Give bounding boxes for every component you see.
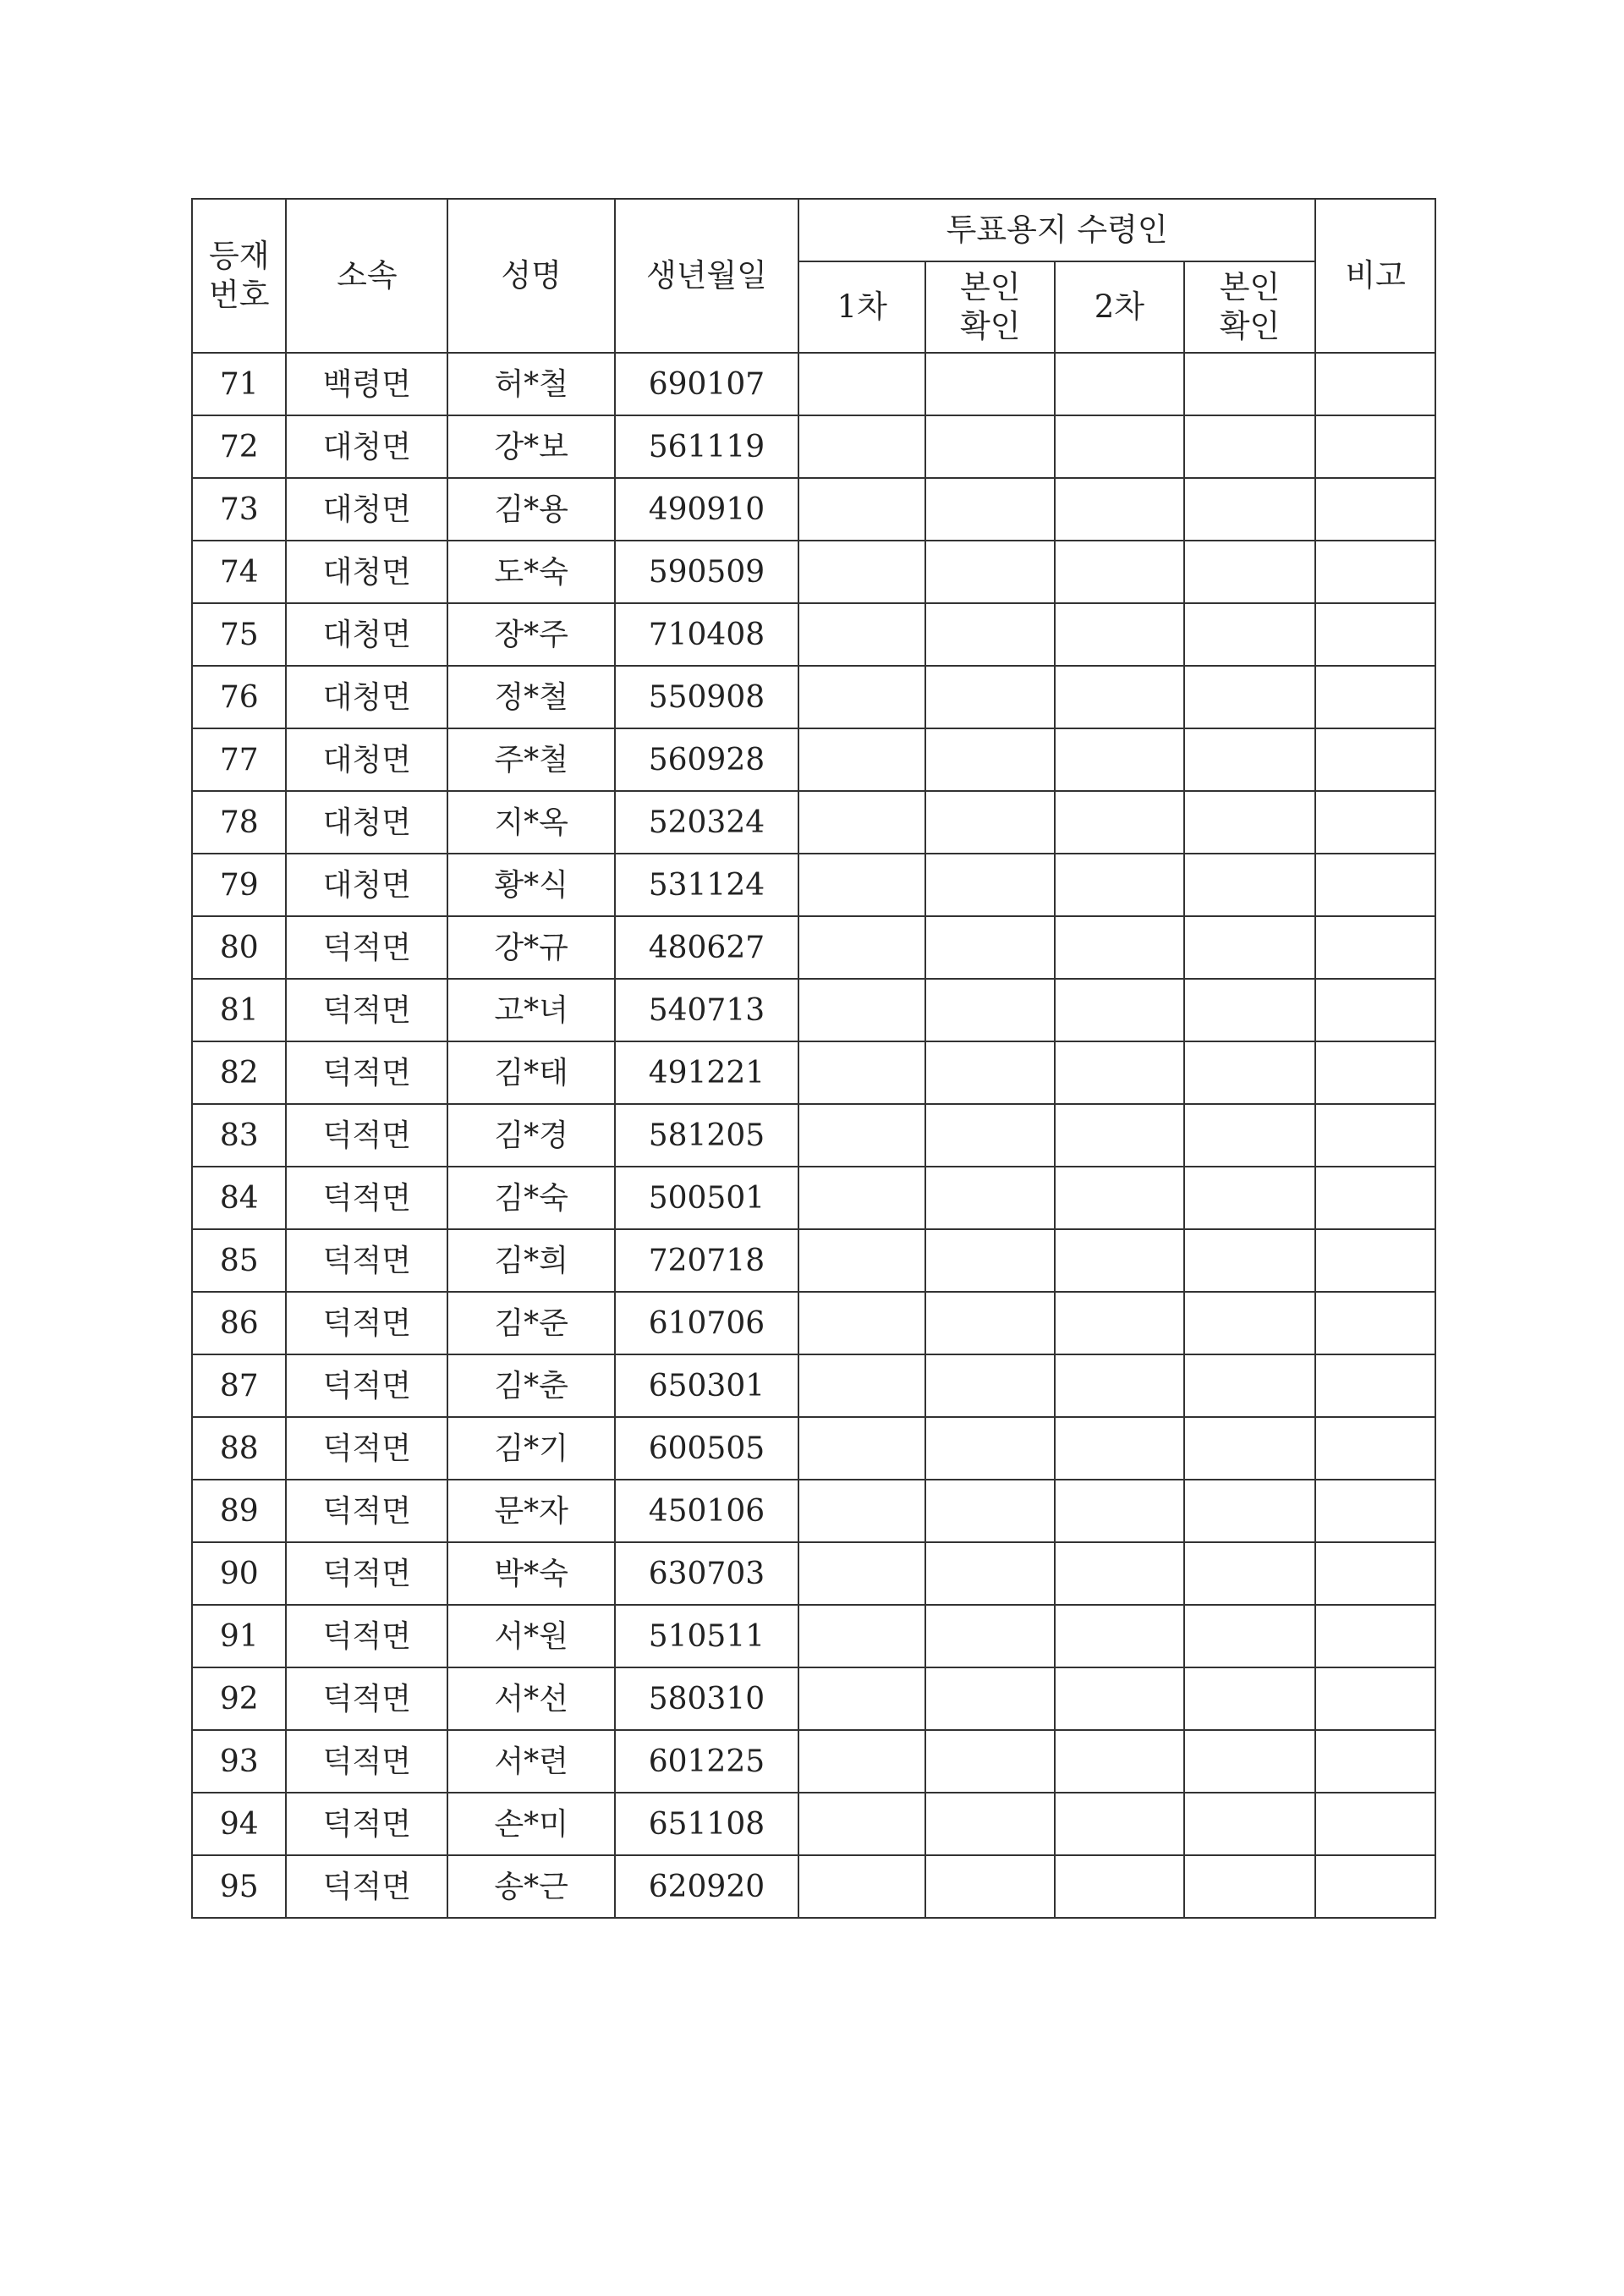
cell-round2 <box>1055 541 1184 603</box>
table-row <box>192 1104 1435 1167</box>
cell-birthdate: 510511 <box>615 1605 798 1667</box>
cell-round1 <box>798 1104 926 1167</box>
cell-confirm1 <box>925 728 1055 791</box>
cell-affiliation: 덕적면 <box>286 1542 447 1605</box>
cell-round1 <box>798 979 926 1041</box>
cell-confirm2 <box>1184 666 1316 728</box>
cell-birthdate: 480627 <box>615 916 798 979</box>
cell-reg-no: 93 <box>192 1730 286 1793</box>
cell-birthdate: 590509 <box>615 541 798 603</box>
cell-confirm2 <box>1184 1167 1316 1229</box>
table-row <box>192 1480 1435 1542</box>
table-row <box>192 1793 1435 1855</box>
cell-confirm1 <box>925 415 1055 478</box>
cell-affiliation: 덕적면 <box>286 1605 447 1667</box>
cell-confirm2 <box>1184 1793 1316 1855</box>
cell-reg-no: 79 <box>192 854 286 916</box>
cell-birthdate: 710408 <box>615 603 798 666</box>
cell-confirm1 <box>925 603 1055 666</box>
cell-round2 <box>1055 979 1184 1041</box>
cell-name: 강*보 <box>447 415 615 478</box>
cell-confirm2 <box>1184 1480 1316 1542</box>
header-ballot-receiver: 투표용지 수령인 <box>798 199 1315 261</box>
cell-birthdate: 651108 <box>615 1793 798 1855</box>
cell-reg-no: 92 <box>192 1667 286 1730</box>
cell-name: 서*련 <box>447 1730 615 1793</box>
ballot-roster-table <box>191 198 1436 1919</box>
cell-confirm1 <box>925 791 1055 854</box>
cell-round2 <box>1055 478 1184 541</box>
header-round2: 2차 <box>1055 261 1184 353</box>
cell-affiliation: 덕적면 <box>286 1354 447 1417</box>
cell-reg-no: 85 <box>192 1229 286 1292</box>
table-row <box>192 1667 1435 1730</box>
cell-confirm1 <box>925 854 1055 916</box>
table-row <box>192 1167 1435 1229</box>
cell-birthdate: 520324 <box>615 791 798 854</box>
table-row <box>192 1041 1435 1104</box>
cell-birthdate: 620920 <box>615 1855 798 1918</box>
table-row <box>192 353 1435 415</box>
cell-round1 <box>798 1417 926 1480</box>
cell-affiliation: 대청면 <box>286 854 447 916</box>
cell-round1 <box>798 854 926 916</box>
cell-affiliation: 덕적면 <box>286 916 447 979</box>
cell-reg-no: 87 <box>192 1354 286 1417</box>
cell-birthdate: 600505 <box>615 1417 798 1480</box>
header-name: 성명 <box>447 199 615 353</box>
cell-round1 <box>798 1605 926 1667</box>
cell-remarks <box>1315 1354 1435 1417</box>
cell-confirm2 <box>1184 1542 1316 1605</box>
cell-affiliation: 덕적면 <box>286 979 447 1041</box>
cell-confirm2 <box>1184 916 1316 979</box>
cell-birthdate: 610706 <box>615 1292 798 1354</box>
cell-reg-no: 94 <box>192 1793 286 1855</box>
cell-affiliation: 덕적면 <box>286 1229 447 1292</box>
table-row <box>192 916 1435 979</box>
cell-confirm1 <box>925 666 1055 728</box>
cell-name: 김*용 <box>447 478 615 541</box>
cell-name: 박*숙 <box>447 1542 615 1605</box>
cell-remarks <box>1315 478 1435 541</box>
cell-confirm1 <box>925 1730 1055 1793</box>
cell-confirm1 <box>925 1855 1055 1918</box>
table-header <box>192 199 1435 353</box>
cell-confirm1 <box>925 1605 1055 1667</box>
cell-confirm2 <box>1184 1855 1316 1918</box>
cell-round1 <box>798 1542 926 1605</box>
cell-name: 도*숙 <box>447 541 615 603</box>
cell-confirm1 <box>925 1542 1055 1605</box>
cell-birthdate: 580310 <box>615 1667 798 1730</box>
cell-round2 <box>1055 1605 1184 1667</box>
cell-remarks <box>1315 728 1435 791</box>
cell-confirm2 <box>1184 1667 1316 1730</box>
cell-round1 <box>798 478 926 541</box>
cell-round1 <box>798 603 926 666</box>
cell-name: 주*철 <box>447 728 615 791</box>
cell-name: 김*숙 <box>447 1167 615 1229</box>
cell-birthdate: 720718 <box>615 1229 798 1292</box>
cell-reg-no: 83 <box>192 1104 286 1167</box>
table-row <box>192 541 1435 603</box>
cell-remarks <box>1315 1292 1435 1354</box>
cell-reg-no: 84 <box>192 1167 286 1229</box>
cell-confirm2 <box>1184 603 1316 666</box>
table-row <box>192 1417 1435 1480</box>
cell-birthdate: 630703 <box>615 1542 798 1605</box>
cell-confirm1 <box>925 1041 1055 1104</box>
cell-remarks <box>1315 1417 1435 1480</box>
header-round1: 1차 <box>798 261 926 353</box>
cell-confirm1 <box>925 1104 1055 1167</box>
cell-confirm1 <box>925 916 1055 979</box>
cell-confirm2 <box>1184 1041 1316 1104</box>
cell-round2 <box>1055 415 1184 478</box>
header-reg-no-line2: 번호 <box>208 277 270 313</box>
cell-round2 <box>1055 1730 1184 1793</box>
cell-affiliation: 덕적면 <box>286 1041 447 1104</box>
cell-remarks <box>1315 1229 1435 1292</box>
cell-birthdate: 601225 <box>615 1730 798 1793</box>
table-row <box>192 1542 1435 1605</box>
cell-confirm2 <box>1184 1354 1316 1417</box>
cell-confirm1 <box>925 1667 1055 1730</box>
table-row <box>192 854 1435 916</box>
cell-affiliation: 대청면 <box>286 478 447 541</box>
cell-round2 <box>1055 1292 1184 1354</box>
header-remarks: 비고 <box>1315 199 1435 353</box>
table-body <box>192 353 1435 1918</box>
cell-round1 <box>798 1354 926 1417</box>
cell-round2 <box>1055 1480 1184 1542</box>
cell-affiliation: 덕적면 <box>286 1730 447 1793</box>
cell-round1 <box>798 1730 926 1793</box>
table-row <box>192 1229 1435 1292</box>
cell-confirm2 <box>1184 478 1316 541</box>
cell-round1 <box>798 541 926 603</box>
cell-confirm2 <box>1184 1104 1316 1167</box>
cell-name: 정*철 <box>447 666 615 728</box>
cell-round2 <box>1055 1167 1184 1229</box>
cell-confirm2 <box>1184 791 1316 854</box>
cell-remarks <box>1315 854 1435 916</box>
cell-confirm1 <box>925 1229 1055 1292</box>
cell-remarks <box>1315 1730 1435 1793</box>
cell-confirm1 <box>925 541 1055 603</box>
cell-confirm2 <box>1184 1605 1316 1667</box>
cell-confirm2 <box>1184 353 1316 415</box>
cell-confirm2 <box>1184 728 1316 791</box>
cell-reg-no: 71 <box>192 353 286 415</box>
cell-name: 김*태 <box>447 1041 615 1104</box>
table-row <box>192 979 1435 1041</box>
header-affiliation: 소속 <box>286 199 447 353</box>
cell-name: 문*자 <box>447 1480 615 1542</box>
cell-round1 <box>798 353 926 415</box>
cell-confirm2 <box>1184 541 1316 603</box>
cell-name: 허*철 <box>447 353 615 415</box>
cell-reg-no: 78 <box>192 791 286 854</box>
cell-birthdate: 490910 <box>615 478 798 541</box>
cell-round2 <box>1055 666 1184 728</box>
cell-name: 장*주 <box>447 603 615 666</box>
table-row <box>192 1730 1435 1793</box>
cell-round1 <box>798 1229 926 1292</box>
table-row <box>192 1354 1435 1417</box>
cell-remarks <box>1315 791 1435 854</box>
cell-birthdate: 450106 <box>615 1480 798 1542</box>
cell-remarks <box>1315 1667 1435 1730</box>
cell-round1 <box>798 916 926 979</box>
cell-round1 <box>798 1667 926 1730</box>
cell-round2 <box>1055 1354 1184 1417</box>
cell-confirm1 <box>925 353 1055 415</box>
cell-remarks <box>1315 541 1435 603</box>
table-row <box>192 415 1435 478</box>
cell-name: 황*식 <box>447 854 615 916</box>
cell-confirm2 <box>1184 979 1316 1041</box>
cell-affiliation: 백령면 <box>286 353 447 415</box>
cell-reg-no: 89 <box>192 1480 286 1542</box>
cell-name: 손*미 <box>447 1793 615 1855</box>
cell-affiliation: 대청면 <box>286 791 447 854</box>
cell-confirm1 <box>925 979 1055 1041</box>
cell-name: 서*원 <box>447 1605 615 1667</box>
cell-round2 <box>1055 1667 1184 1730</box>
header-confirm2 <box>1184 261 1316 353</box>
cell-name: 김*춘 <box>447 1354 615 1417</box>
cell-reg-no: 80 <box>192 916 286 979</box>
cell-reg-no: 86 <box>192 1292 286 1354</box>
cell-confirm1 <box>925 1167 1055 1229</box>
cell-round1 <box>798 1793 926 1855</box>
cell-confirm2 <box>1184 1229 1316 1292</box>
cell-remarks <box>1315 1167 1435 1229</box>
cell-reg-no: 73 <box>192 478 286 541</box>
cell-round2 <box>1055 791 1184 854</box>
cell-reg-no: 74 <box>192 541 286 603</box>
cell-birthdate: 531124 <box>615 854 798 916</box>
cell-birthdate: 500501 <box>615 1167 798 1229</box>
cell-name: 김*경 <box>447 1104 615 1167</box>
header-reg-no <box>192 199 286 353</box>
table-row <box>192 728 1435 791</box>
cell-birthdate: 550908 <box>615 666 798 728</box>
cell-reg-no: 95 <box>192 1855 286 1918</box>
cell-affiliation: 덕적면 <box>286 1167 447 1229</box>
header-confirm1-line2: 확인 <box>960 308 1021 344</box>
table-row <box>192 478 1435 541</box>
cell-affiliation: 대청면 <box>286 728 447 791</box>
cell-reg-no: 76 <box>192 666 286 728</box>
table-row <box>192 1605 1435 1667</box>
cell-reg-no: 81 <box>192 979 286 1041</box>
cell-round2 <box>1055 1417 1184 1480</box>
cell-birthdate: 540713 <box>615 979 798 1041</box>
cell-round2 <box>1055 1229 1184 1292</box>
cell-remarks <box>1315 1793 1435 1855</box>
cell-affiliation: 덕적면 <box>286 1480 447 1542</box>
cell-remarks <box>1315 1855 1435 1918</box>
cell-confirm1 <box>925 1417 1055 1480</box>
table-row <box>192 1855 1435 1918</box>
cell-affiliation: 덕적면 <box>286 1104 447 1167</box>
cell-round2 <box>1055 353 1184 415</box>
cell-remarks <box>1315 666 1435 728</box>
cell-name: 고*녀 <box>447 979 615 1041</box>
cell-reg-no: 77 <box>192 728 286 791</box>
header-confirm2-line1: 본인 <box>1219 268 1281 305</box>
cell-name: 강*규 <box>447 916 615 979</box>
cell-birthdate: 650301 <box>615 1354 798 1417</box>
cell-affiliation: 덕적면 <box>286 1292 447 1354</box>
cell-round2 <box>1055 728 1184 791</box>
cell-name: 김*희 <box>447 1229 615 1292</box>
cell-round1 <box>798 1041 926 1104</box>
cell-round2 <box>1055 1855 1184 1918</box>
cell-confirm2 <box>1184 1417 1316 1480</box>
cell-round1 <box>798 1167 926 1229</box>
cell-remarks <box>1315 1104 1435 1167</box>
cell-round1 <box>798 415 926 478</box>
cell-round1 <box>798 1292 926 1354</box>
cell-affiliation: 덕적면 <box>286 1793 447 1855</box>
cell-affiliation: 대청면 <box>286 603 447 666</box>
cell-reg-no: 88 <box>192 1417 286 1480</box>
cell-remarks <box>1315 1605 1435 1667</box>
header-reg-no-line1: 등재 <box>208 237 270 274</box>
cell-birthdate: 690107 <box>615 353 798 415</box>
cell-birthdate: 491221 <box>615 1041 798 1104</box>
table-row <box>192 1292 1435 1354</box>
cell-round1 <box>798 1855 926 1918</box>
cell-confirm1 <box>925 1793 1055 1855</box>
cell-reg-no: 75 <box>192 603 286 666</box>
cell-birthdate: 560928 <box>615 728 798 791</box>
cell-affiliation: 대청면 <box>286 666 447 728</box>
cell-confirm1 <box>925 1480 1055 1542</box>
cell-remarks <box>1315 979 1435 1041</box>
cell-round2 <box>1055 1793 1184 1855</box>
cell-confirm2 <box>1184 1730 1316 1793</box>
cell-round1 <box>798 728 926 791</box>
cell-confirm2 <box>1184 854 1316 916</box>
cell-name: 서*선 <box>447 1667 615 1730</box>
cell-round2 <box>1055 916 1184 979</box>
cell-birthdate: 581205 <box>615 1104 798 1167</box>
cell-round1 <box>798 1480 926 1542</box>
cell-reg-no: 72 <box>192 415 286 478</box>
cell-round2 <box>1055 1041 1184 1104</box>
cell-remarks <box>1315 603 1435 666</box>
cell-affiliation: 덕적면 <box>286 1855 447 1918</box>
cell-confirm1 <box>925 478 1055 541</box>
header-confirm1-line1: 본인 <box>960 268 1021 305</box>
cell-round2 <box>1055 1104 1184 1167</box>
cell-remarks <box>1315 415 1435 478</box>
cell-round1 <box>798 791 926 854</box>
cell-round1 <box>798 666 926 728</box>
table-row <box>192 603 1435 666</box>
cell-affiliation: 대청면 <box>286 415 447 478</box>
cell-round2 <box>1055 1542 1184 1605</box>
cell-reg-no: 91 <box>192 1605 286 1667</box>
header-confirm1 <box>925 261 1055 353</box>
cell-name: 지*옥 <box>447 791 615 854</box>
cell-round2 <box>1055 854 1184 916</box>
cell-name: 김*준 <box>447 1292 615 1354</box>
cell-reg-no: 90 <box>192 1542 286 1605</box>
cell-remarks <box>1315 1542 1435 1605</box>
header-birthdate: 생년월일 <box>615 199 798 353</box>
cell-affiliation: 대청면 <box>286 541 447 603</box>
cell-birthdate: 561119 <box>615 415 798 478</box>
cell-name: 송*근 <box>447 1855 615 1918</box>
cell-remarks <box>1315 1480 1435 1542</box>
cell-round2 <box>1055 603 1184 666</box>
table-row <box>192 791 1435 854</box>
header-confirm2-line2: 확인 <box>1219 308 1281 344</box>
cell-remarks <box>1315 353 1435 415</box>
table-row <box>192 666 1435 728</box>
cell-confirm2 <box>1184 1292 1316 1354</box>
cell-reg-no: 82 <box>192 1041 286 1104</box>
cell-affiliation: 덕적면 <box>286 1667 447 1730</box>
cell-confirm1 <box>925 1354 1055 1417</box>
cell-affiliation: 덕적면 <box>286 1417 447 1480</box>
cell-remarks <box>1315 916 1435 979</box>
cell-name: 김*기 <box>447 1417 615 1480</box>
cell-remarks <box>1315 1041 1435 1104</box>
cell-confirm2 <box>1184 415 1316 478</box>
cell-confirm1 <box>925 1292 1055 1354</box>
